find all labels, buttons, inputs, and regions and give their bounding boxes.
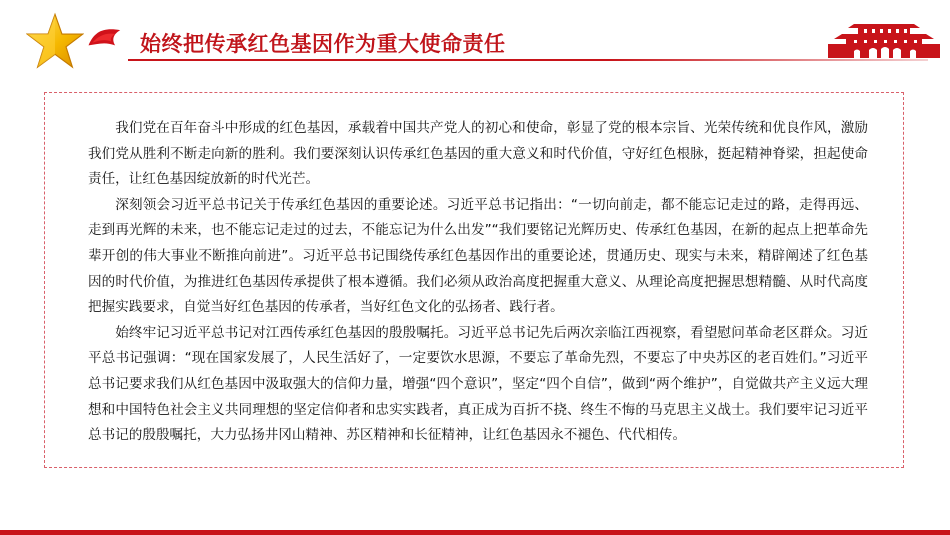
page-title: 始终把传承红色基因作为重大使命责任: [140, 32, 506, 56]
paragraph-1: 我们党在百年奋斗中形成的红色基因，承载着中国共产党人的初心和使命，彰显了党的根本宗旨、光荣传统和优良作风，激励我们党从胜利不断走向新的胜利。我们要深刻认识传承红色基因的重大意义和时代价值，守好红色根脉，挺起精神脊梁，担起使命责任，让红色基因绽放新的时代光芒。: [88, 120, 868, 188]
title-underline: [128, 59, 928, 61]
body-text: [88, 116, 868, 449]
bottom-accent-bar: [0, 530, 950, 535]
paragraph-3: 始终牢记习近平总书记对江西传承红色基因的殷殷嘱托。习近平总书记先后两次亲临江西视察，看望慰问革命老区群众。习近平总书记强调：“现在国家发展了，人民生活好了，一定要饮水思源，不要忘了革命先烈，不要忘了中央苏区的老百姓们。”习近平总书记要求我们从红色基因中汲取强大的信仰力量，增强“四个意识”，坚定“四个自信”，做到“两个维护”，自觉做共产主义远大理想和中国特色社会主义共同理想的坚定信仰者和忠实实践者，真正成为百折不挠、终生不悔的马克思主义战士。我们要牢记习近平总书记的殷殷嘱托，大力弘扬井冈山精神、苏区精神和长征精神，让红色基因永不褪色、代代相传。: [88, 324, 868, 444]
star-icon: [26, 12, 84, 70]
tiananmen-icon: [824, 12, 944, 60]
paragraph-2: 深刻领会习近平总书记关于传承红色基因的重要论述。习近平总书记指出：“一切向前走，都不能忘记走过的路，走得再远、走到再光辉的未来，也不能忘记走过的过去，不能忘记为什么出发”“我们要铭记光辉历史、传承红色基因，在新的起点上把革命先辈开创的伟大事业不断推向前进”。习近平总书记围绕传承红色基因作出的重要论述，贯通历史、现实与未来，精辟阐述了红色基因的时代价值，为推进红色基因传承提供了根本遵循。我们必须从政治高度把握重大意义、从理论高度把握思想精髓、从时代高度把握实践要求，自觉当好红色基因的传承者，当好红色文化的弘扬者、践行者。: [88, 196, 868, 316]
flag-icon: [86, 26, 124, 52]
